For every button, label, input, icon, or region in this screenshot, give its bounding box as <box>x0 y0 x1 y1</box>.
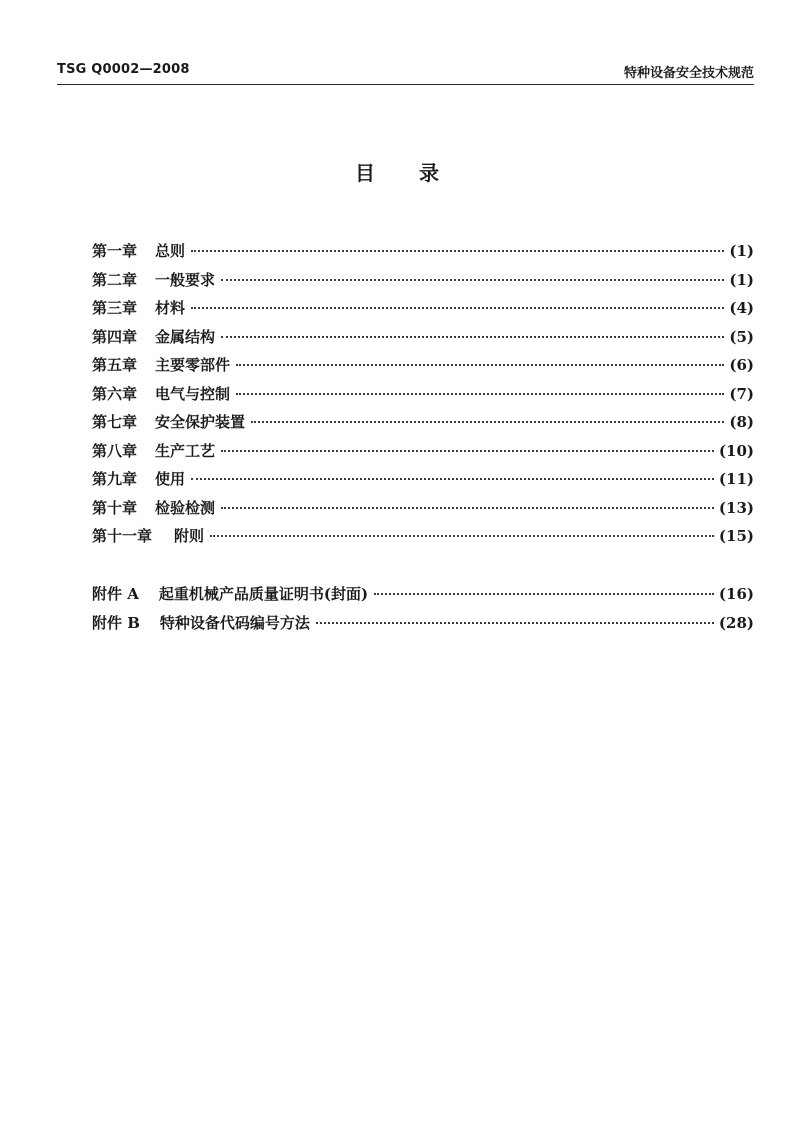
appendix-page: (16) <box>718 585 754 603</box>
title-char-1: 目 <box>355 161 375 185</box>
toc-chapter: 第十章 <box>92 498 138 517</box>
appendix-entry[interactable] <box>92 583 754 612</box>
toc-chapter: 第八章 <box>92 441 138 460</box>
dot-leader <box>236 364 724 366</box>
toc-title: 总则 <box>155 242 186 260</box>
toc-page: (11) <box>718 470 754 488</box>
toc-page: (1) <box>729 270 754 289</box>
toc-chapter: 第六章 <box>92 384 138 403</box>
toc-title: 材料 <box>155 299 186 317</box>
toc-page: (1) <box>729 242 754 260</box>
toc-chapter: 第五章 <box>92 356 138 374</box>
toc-entry[interactable] <box>92 411 754 440</box>
appendix-label: 附件 B <box>92 613 140 632</box>
toc-chapter: 第九章 <box>92 470 138 488</box>
toc-chapter: 第一章 <box>92 242 138 260</box>
toc-chapter: 第十一章 <box>92 527 153 545</box>
toc-chapter: 第三章 <box>92 299 138 317</box>
dot-leader <box>221 450 714 452</box>
toc-entry[interactable] <box>92 297 754 326</box>
toc-page: (7) <box>729 384 754 403</box>
toc-page: (15) <box>718 527 754 545</box>
toc-title: 金属结构 <box>155 327 216 346</box>
appendix-title: 起重机械产品质量证明书(封面) <box>158 585 369 603</box>
appendix-label: 附件 A <box>92 585 139 603</box>
dot-leader <box>191 478 714 480</box>
appendix-entry[interactable] <box>92 612 754 641</box>
dot-leader <box>221 279 724 281</box>
toc-chapter: 第七章 <box>92 413 138 431</box>
table-of-contents <box>92 240 754 554</box>
dot-leader <box>374 593 714 595</box>
appendix-title: 特种设备代码编号方法 <box>159 613 310 632</box>
toc-page: (8) <box>729 413 754 431</box>
dot-leader <box>236 393 724 395</box>
toc-chapter: 第二章 <box>92 270 138 289</box>
document-code: TSG Q0002—2008 <box>57 62 190 77</box>
title-char-2: 录 <box>419 161 439 185</box>
dot-leader <box>316 622 714 624</box>
toc-entry[interactable] <box>92 497 754 526</box>
toc-page: (10) <box>718 441 754 460</box>
toc-page: (6) <box>729 356 754 374</box>
page-header <box>57 58 754 85</box>
toc-title: 主要零部件 <box>155 356 231 374</box>
toc-title: 一般要求 <box>155 270 216 289</box>
toc-entry[interactable] <box>92 326 754 355</box>
toc-title: 使用 <box>155 470 186 488</box>
toc-entry[interactable] <box>92 240 754 269</box>
appendix-list <box>92 583 754 640</box>
toc-entry[interactable] <box>92 269 754 298</box>
toc-page: (5) <box>729 327 754 346</box>
toc-title: 检验检测 <box>155 498 216 517</box>
dot-leader <box>221 507 714 509</box>
toc-entry[interactable] <box>92 440 754 469</box>
toc-entry[interactable] <box>92 525 754 554</box>
dot-leader <box>191 307 724 309</box>
document-series: 特种设备安全技术规范 <box>623 66 754 81</box>
toc-page: (13) <box>718 498 754 517</box>
toc-title: 安全保护装置 <box>155 413 246 431</box>
toc-page: (4) <box>729 299 754 317</box>
page-title <box>0 157 794 186</box>
dot-leader <box>191 250 724 252</box>
toc-entry[interactable] <box>92 468 754 497</box>
appendix-page: (28) <box>718 613 754 632</box>
toc-chapter: 第四章 <box>92 327 138 346</box>
toc-entry[interactable] <box>92 383 754 412</box>
toc-title: 电气与控制 <box>155 384 231 403</box>
dot-leader <box>210 535 714 537</box>
toc-title: 附则 <box>174 527 205 545</box>
toc-title: 生产工艺 <box>155 441 216 460</box>
dot-leader <box>251 421 724 423</box>
toc-entry[interactable] <box>92 354 754 383</box>
dot-leader <box>221 336 724 338</box>
